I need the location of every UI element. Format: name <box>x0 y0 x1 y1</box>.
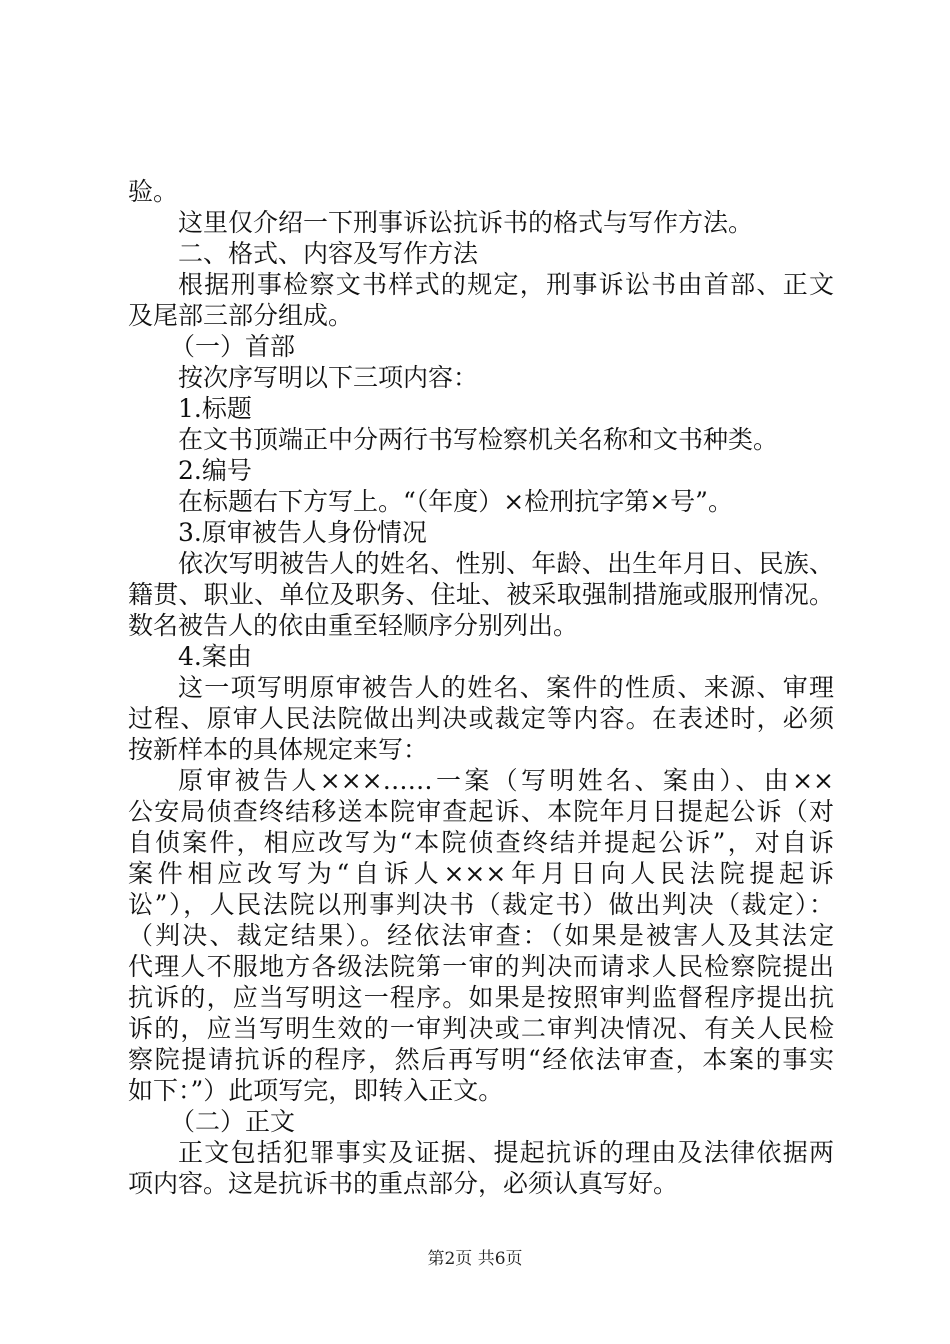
text-line: 1.标题 <box>178 394 252 423</box>
text-line: 这里仅介绍一下刑事诉讼抗诉书的格式与写作方法。 <box>178 208 754 237</box>
text-line: 察院提请抗诉的程序，然后再写明“经依法审查，本案的事实 <box>128 1045 834 1074</box>
text-line: 验。 <box>128 177 179 206</box>
text-line: 代理人不服地方各级法院第一审的判决而请求人民检察院提出 <box>128 952 834 981</box>
text-line: 讼”），人民法院以刑事判决书（裁定书）做出判决（裁定）： <box>128 890 834 919</box>
text-line: 2.编号 <box>178 456 252 485</box>
text-line: 这一项写明原审被告人的姓名、案件的性质、来源、审理 <box>178 673 834 702</box>
text-line: （一）首部 <box>170 332 296 361</box>
text-line: 3.原审被告人身份情况 <box>178 518 427 547</box>
text-line: （判决、裁定结果）。经依法审查：（如果是被害人及其法定 <box>128 921 834 950</box>
text-line: 正文包括犯罪事实及证据、提起抗诉的理由及法律依据两 <box>178 1138 834 1167</box>
text-line: 过程、原审人民法院做出判决或裁定等内容。在表述时，必须 <box>128 704 834 733</box>
text-line: 根据刑事检察文书样式的规定，刑事诉讼书由首部、正文 <box>178 270 834 299</box>
text-line: 在标题右下方写上。“（年度）×检刑抗字第×号”。 <box>178 487 733 516</box>
document-body <box>128 176 834 1199</box>
text-line: 案件相应改写为“自诉人×××年月日向人民法院提起诉 <box>128 859 834 888</box>
text-line: 及尾部三部分组成。 <box>128 301 354 330</box>
text-line: 项内容。这是抗诉书的重点部分，必须认真写好。 <box>128 1169 679 1198</box>
text-line: 按次序写明以下三项内容： <box>178 363 479 392</box>
text-line: 籍贯、职业、单位及职务、住址、被采取强制措施或服刑情况。 <box>128 580 834 609</box>
text-line: 公安局侦查终结移送本院审查起诉、本院年月日提起公诉（对 <box>128 797 834 826</box>
text-line: 4.案由 <box>178 642 252 671</box>
text-line: 在文书顶端正中分两行书写检察机关名称和文书种类。 <box>178 425 779 454</box>
page-footer: 第2页 共6页 <box>427 1249 523 1269</box>
text-line: 原审被告人×××……一案（写明姓名、案由）、由×× <box>178 766 834 795</box>
text-line: 按新样本的具体规定来写： <box>128 735 429 764</box>
text-line: 数名被告人的依由重至轻顺序分别列出。 <box>128 611 579 640</box>
text-line: （二）正文 <box>170 1107 296 1136</box>
text-line: 自侦案件，相应改写为“本院侦查终结并提起公诉”，对自诉 <box>128 828 834 857</box>
text-line: 抗诉的，应当写明这一程序。如果是按照审判监督程序提出抗 <box>128 983 834 1012</box>
text-line: 依次写明被告人的姓名、性别、年龄、出生年月日、民族、 <box>178 549 834 578</box>
text-line: 诉的，应当写明生效的一审判决或二审判决情况、有关人民检 <box>128 1014 834 1043</box>
text-line: 如下：”）此项写完，即转入正文。 <box>128 1076 504 1105</box>
text-line: 二、格式、内容及写作方法 <box>178 239 479 268</box>
